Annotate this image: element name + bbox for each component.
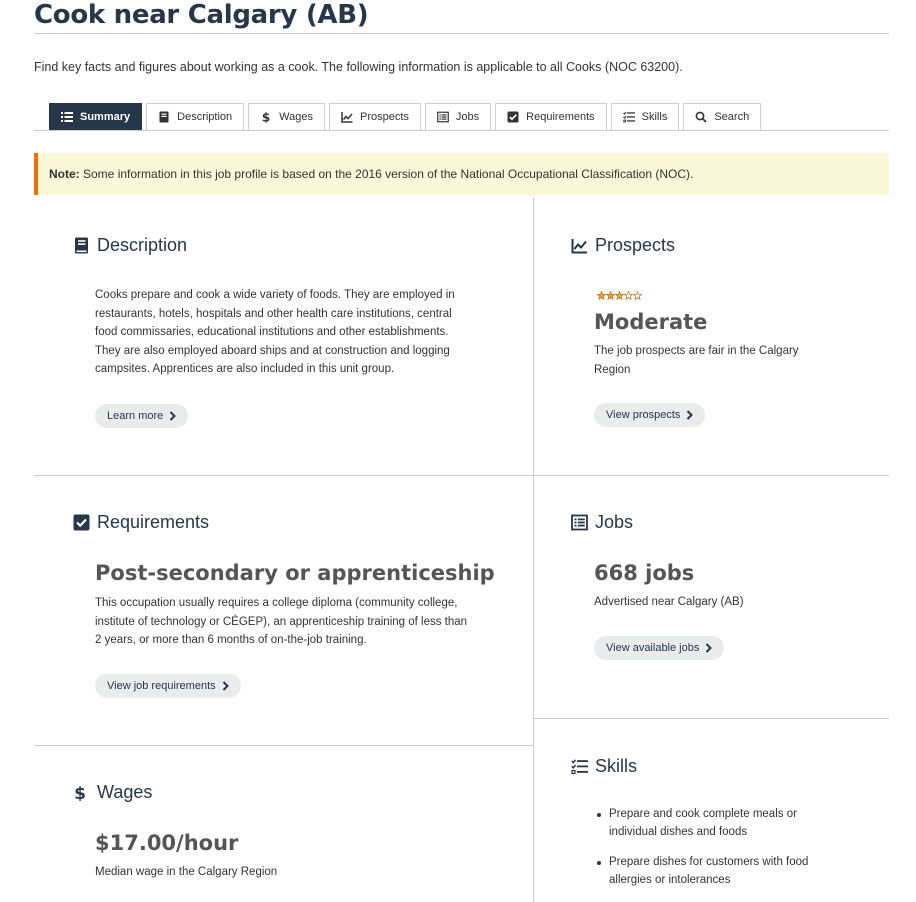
tab-label: Summary	[80, 111, 131, 123]
text-line: restaurants, hotels, hospitals and other health care institutions, central	[95, 307, 452, 320]
text-line: Cooks prepare and cook a wide variety of foods. They are employed in	[95, 289, 455, 301]
text-line: Prepare and cook complete meals or	[609, 808, 797, 820]
row-divider	[34, 475, 889, 476]
check-square-icon	[507, 111, 519, 123]
list-alt-icon	[437, 111, 449, 123]
note-label: Note:	[49, 167, 80, 181]
text-line: institute of technology or CÉGEP), an apprenticeship training of less than	[95, 615, 468, 628]
dollar-icon	[260, 111, 272, 123]
tasks-icon	[571, 758, 588, 775]
prospects-heading	[571, 235, 675, 256]
tasks-icon	[623, 111, 635, 123]
button-label: Learn more	[107, 410, 164, 422]
requirements-value: Post-secondary or apprenticeship	[95, 561, 495, 585]
chart-line-icon	[571, 237, 588, 254]
text-line: campsites. Apprentices are also included in this unit group.	[95, 363, 395, 376]
wages-caption: Median wage in the Calgary Region	[95, 866, 278, 878]
description-heading-label: Description	[97, 235, 188, 255]
text-line: Region	[594, 363, 631, 376]
tab-skills[interactable]	[611, 103, 680, 130]
chevron-right-icon	[686, 410, 693, 420]
skills-list	[595, 806, 835, 902]
text-line: The job prospects are fair in the Calgary	[594, 345, 799, 357]
svg-text:$: $	[261, 111, 271, 123]
prospects-value: Moderate	[594, 310, 708, 334]
text-line: food commissaries, educational institutions and other establishments.	[95, 326, 449, 339]
text-line: 2 years, or more than 6 months of on-the-job training.	[95, 634, 367, 647]
text-line: Prepare dishes for customers with food	[609, 856, 809, 869]
jobs-value: 668 jobs	[594, 561, 695, 585]
title-divider	[34, 33, 889, 34]
wages-heading-label: Wages	[97, 782, 153, 802]
book-icon	[73, 237, 90, 254]
intro-text: Find key facts and figures about working as a cook. The following information is applicable to all Cooks (NOC 63200).	[34, 60, 683, 74]
tab-label: Jobs	[455, 111, 480, 123]
view-prospects-button[interactable]	[594, 403, 705, 427]
tab-jobs[interactable]	[425, 103, 491, 130]
prospects-text	[594, 342, 799, 379]
list-icon	[61, 111, 73, 123]
button-label: View available jobs	[606, 642, 700, 654]
book-icon	[158, 111, 170, 123]
wages-heading	[73, 782, 152, 803]
note-banner	[34, 153, 889, 195]
jobs-caption: Advertised near Calgary (AB)	[594, 596, 744, 608]
star-filled-icon	[606, 291, 615, 300]
tab-prospects[interactable]	[329, 103, 421, 130]
tab-summary[interactable]	[49, 103, 142, 130]
requirements-heading	[73, 512, 209, 533]
view-available-jobs-button[interactable]	[594, 636, 724, 660]
skills-heading-label: Skills	[595, 756, 638, 776]
row-divider	[34, 745, 533, 746]
learn-more-button[interactable]	[95, 404, 188, 428]
check-square-icon	[73, 514, 90, 531]
dollar-icon	[73, 784, 90, 801]
note-text: Some information in this job profile is based on the 2016 version of the National Occupational Classification (NOC).	[79, 167, 694, 181]
column-divider	[533, 198, 534, 902]
list-alt-icon	[571, 514, 588, 531]
tab-label: Requirements	[526, 111, 595, 123]
tab-bar	[49, 103, 765, 130]
jobs-heading	[571, 512, 633, 533]
page-title: Cook near Calgary (AB)	[34, 0, 369, 30]
tab-description[interactable]	[146, 103, 244, 130]
tab-search[interactable]	[683, 103, 761, 130]
chevron-right-icon	[705, 643, 712, 653]
tab-wages[interactable]	[248, 103, 325, 130]
tab-label: Skills	[641, 111, 668, 123]
button-label: View prospects	[606, 409, 681, 421]
text-line: individual dishes and foods	[609, 825, 748, 838]
star-empty-icon	[624, 291, 633, 300]
description-text	[95, 286, 455, 379]
star-empty-icon	[633, 291, 642, 300]
list-item	[595, 854, 835, 889]
text-line: This occupation usually requires a college diploma (community college,	[95, 597, 458, 609]
prospects-heading-label: Prospects	[595, 235, 676, 255]
wages-value: $17.00/hour	[95, 831, 239, 855]
jobs-heading-label: Jobs	[595, 512, 634, 532]
view-job-requirements-button[interactable]	[95, 674, 241, 698]
tab-label: Description	[177, 111, 233, 123]
tabs-divider	[34, 130, 889, 131]
tab-label: Wages	[279, 111, 313, 123]
row-divider	[534, 718, 889, 719]
tab-label: Search	[714, 111, 750, 123]
prospects-rating	[597, 291, 642, 300]
text-line: They are also employed aboard ships and at construction and logging	[95, 344, 450, 357]
tab-requirements[interactable]	[495, 103, 606, 130]
star-filled-icon	[597, 291, 606, 300]
skills-heading	[571, 756, 637, 777]
search-icon	[695, 111, 707, 123]
button-label: View job requirements	[107, 680, 216, 692]
star-filled-icon	[615, 291, 624, 300]
text-line: allergies or intolerances	[609, 873, 731, 886]
chevron-right-icon	[222, 681, 229, 691]
tab-label: Prospects	[360, 111, 409, 123]
chart-line-icon	[341, 111, 353, 123]
requirements-text	[95, 594, 467, 650]
description-heading	[73, 235, 187, 256]
svg-text:$: $	[74, 784, 86, 801]
chevron-right-icon	[169, 411, 176, 421]
list-item	[595, 806, 835, 841]
requirements-heading-label: Requirements	[97, 512, 210, 532]
